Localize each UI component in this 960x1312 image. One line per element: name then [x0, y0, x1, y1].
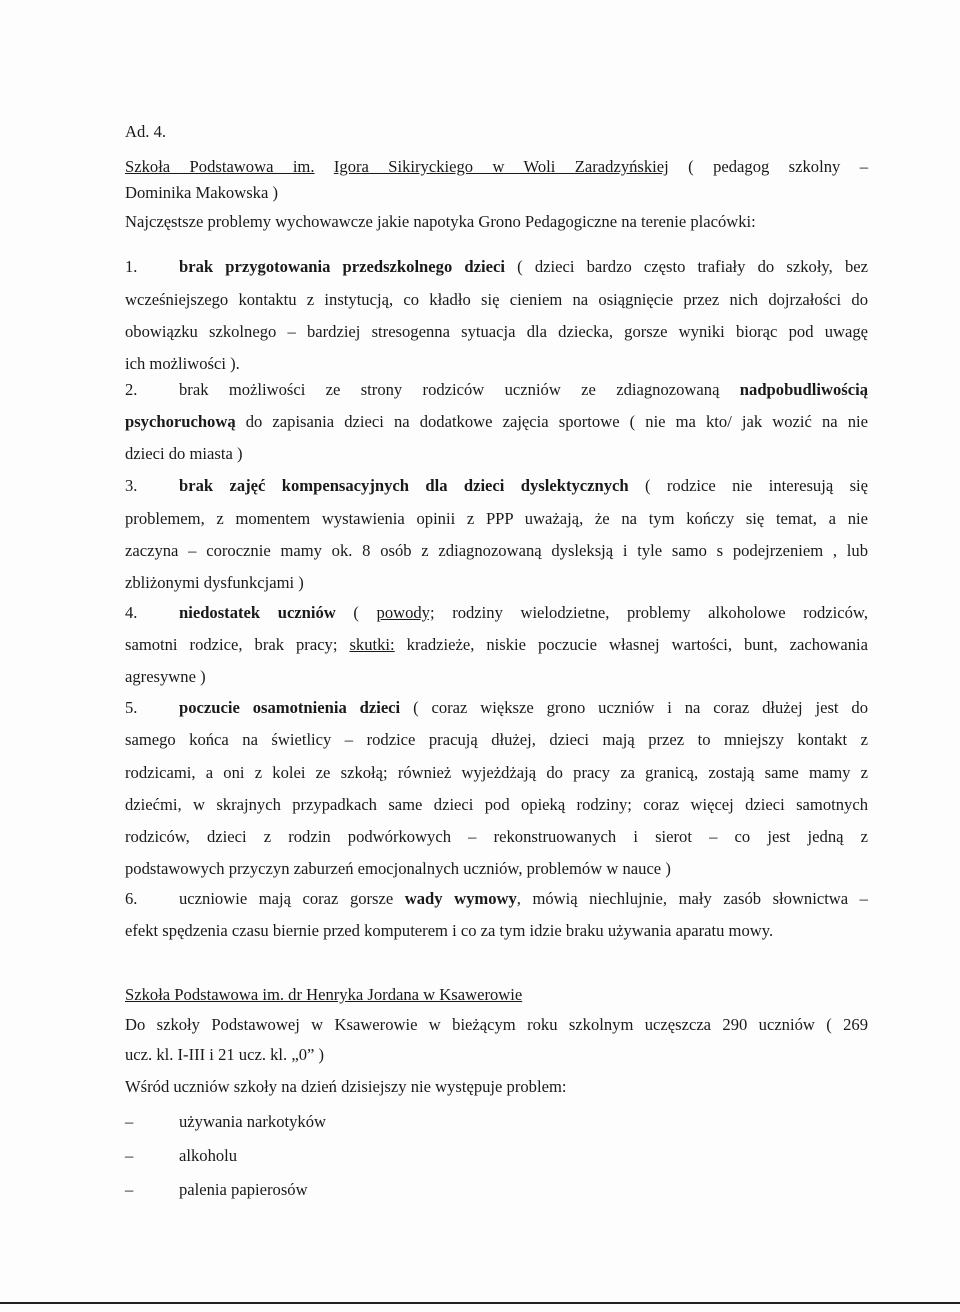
list-dash: – — [125, 1180, 134, 1199]
item3-bold: brak zajęć kompensacyjnych dla dzieci dyslektycznych — [179, 476, 629, 495]
item4-bold: niedostatek uczniów — [179, 603, 336, 622]
item4-paren: ( — [353, 603, 359, 622]
item4-underline-skutki: skutki: — [349, 635, 395, 654]
item5-bold: poczucie osamotnienia dzieci — [179, 698, 401, 717]
problem-item-2 — [125, 374, 868, 470]
item1-number: 1. — [125, 257, 138, 276]
item2-text2: do zapisania dzieci na dodatkowe zajęcia sportowe ( nie ma kto/ jak wozić na nie — [245, 412, 868, 431]
item5-line6: podstawowych przyczyn zaburzeń emocjonalnych uczniów, problemów w nauce ) — [125, 859, 671, 878]
item1-line4: ich możliwości ). — [125, 354, 240, 373]
school2-section — [125, 983, 868, 1207]
item6-bold: wady wymowy — [404, 889, 517, 908]
item6-pre: uczniowie mają coraz gorsze — [179, 889, 394, 908]
item2-line1 — [125, 374, 868, 406]
item2-pre: brak możliwości ze strony rodziców uczniów ze zdiagnozowaną — [179, 380, 720, 399]
item3-text1: ( rodzice nie interesują się — [645, 476, 869, 495]
item1-line1 — [125, 251, 868, 283]
bottom-rule — [0, 1302, 960, 1304]
item5-line2: samego końca na świetlicy – rodzice pracują dłużej, dzieci mają przez to mniejszy kontakt z — [125, 730, 868, 749]
item4-number: 4. — [125, 603, 138, 622]
list-dash: – — [125, 1146, 134, 1165]
item4-line3: agresywne ) — [125, 667, 206, 686]
problem-item-3 — [125, 470, 868, 599]
list-dash: – — [125, 1112, 134, 1131]
item5-line4: dziećmi, w skrajnych przypadkach same dzieci pod opieką rodziny; coraz więcej dzieci samotnych — [125, 795, 868, 814]
item1-line3: obowiązku szkolnego – bardziej stresogenna sytuacja dla dziecka, gorsze wyniki biorąc pod uwagę — [125, 322, 868, 341]
list-item — [125, 1139, 868, 1173]
item1-line2: wcześniejszego kontaktu z instytucją, co kładło się cieniem na osiągnięcie przez nich dojrzałości do — [125, 290, 868, 309]
item3-line4: zbliżonymi dysfunkcjami ) — [125, 573, 304, 592]
item4-line2 — [125, 629, 868, 661]
item3-number: 3. — [125, 476, 138, 495]
item5-line1 — [125, 692, 868, 724]
item1-bold: brak przygotowania przedszkolnego dzieci — [179, 257, 505, 276]
school1-intro: Najczęstsze problemy wychowawcze jakie napotyka Grono Pedagogiczne na terenie placówki: — [125, 212, 756, 231]
item4-underline-powody: powody; — [376, 603, 435, 622]
item3-line3: zaczyna – corocznie mamy ok. 8 osób z zdiagnozowaną dysleksją i tyle samo s podejrzeniem , lub — [125, 541, 868, 560]
list-item-text: palenia papierosów — [179, 1180, 308, 1199]
school1-name-part2: Igora Sikiryckiego w Woli Zaradzyńskiej — [333, 157, 669, 176]
item2-line3: dzieci do miasta ) — [125, 444, 243, 463]
school1-pedagog-label: ( pedagog szkolny – — [688, 157, 868, 176]
item2-bold2: psychoruchową — [125, 412, 236, 431]
item3-line1 — [125, 470, 868, 502]
school2-intro: Wśród uczniów szkoły na dzień dzisiejszy nie występuje problem: — [125, 1077, 567, 1096]
item6-line2: efekt spędzenia czasu biernie przed komputerem i co za tym idzie braku używania aparatu mowy. — [125, 921, 774, 940]
item2-line2 — [125, 406, 868, 438]
school1-pedagog-name: Dominika Makowska ) — [125, 183, 279, 202]
item4-line1 — [125, 597, 868, 629]
section-heading: Ad. 4. — [125, 122, 167, 141]
problem-item-1 — [125, 251, 868, 380]
item4-text1: rodziny wielodzietne, problemy alkoholowe rodziców, — [452, 603, 868, 622]
problem-item-5 — [125, 692, 868, 885]
item5-line3: rodzicami, a oni z kolei ze szkołą; również wyjeżdżają do pracy za granicą, zostają same mamy z — [125, 763, 868, 782]
school2-line1: Do szkoły Podstawowej w Ksawerowie w bieżącym roku szkolnym uczęszcza 290 uczniów ( 269 — [125, 1015, 868, 1034]
list-item — [125, 1105, 868, 1139]
item2-bold1: nadpobudliwością — [739, 380, 868, 399]
item5-number: 5. — [125, 698, 138, 717]
item1-text1: ( dzieci bardzo często trafiały do szkoły, bez — [517, 257, 868, 276]
item6-line1 — [125, 883, 868, 915]
problem-item-4 — [125, 597, 868, 693]
item5-text1: ( coraz większe grono uczniów i na coraz dłużej jest do — [413, 698, 869, 717]
item6-text1: , mówią niechlujnie, mały zasób słownictwa – — [516, 889, 868, 908]
list-item-text: używania narkotyków — [179, 1112, 326, 1131]
item3-line2: problemem, z momentem wystawienia opinii z PPP uważają, że na tym kończy się temat, a nie — [125, 509, 868, 528]
list-item-text: alkoholu — [179, 1146, 238, 1165]
school1-name-part1: Szkoła Podstawowa im. — [125, 157, 315, 176]
item4-text2a: samotni rodzice, brak pracy; — [125, 635, 338, 654]
school2-name: Szkoła Podstawowa im. dr Henryka Jordana w Ksawerowie — [125, 985, 523, 1004]
item4-text2b: kradzieże, niskie poczucie własnej wartości, bunt, zachowania — [406, 635, 868, 654]
item2-number: 2. — [125, 380, 138, 399]
school1-name-line — [125, 156, 868, 178]
problem-item-6 — [125, 883, 868, 947]
school1-section — [125, 156, 868, 233]
list-item — [125, 1173, 868, 1207]
item5-line5: rodziców, dzieci z rodzin podwórkowych – rekonstruowanych i sierot – co jest jedną z — [125, 827, 868, 846]
item6-number: 6. — [125, 889, 138, 908]
school2-line2: ucz. kl. I-III i 21 ucz. kl. „0” ) — [125, 1045, 325, 1064]
